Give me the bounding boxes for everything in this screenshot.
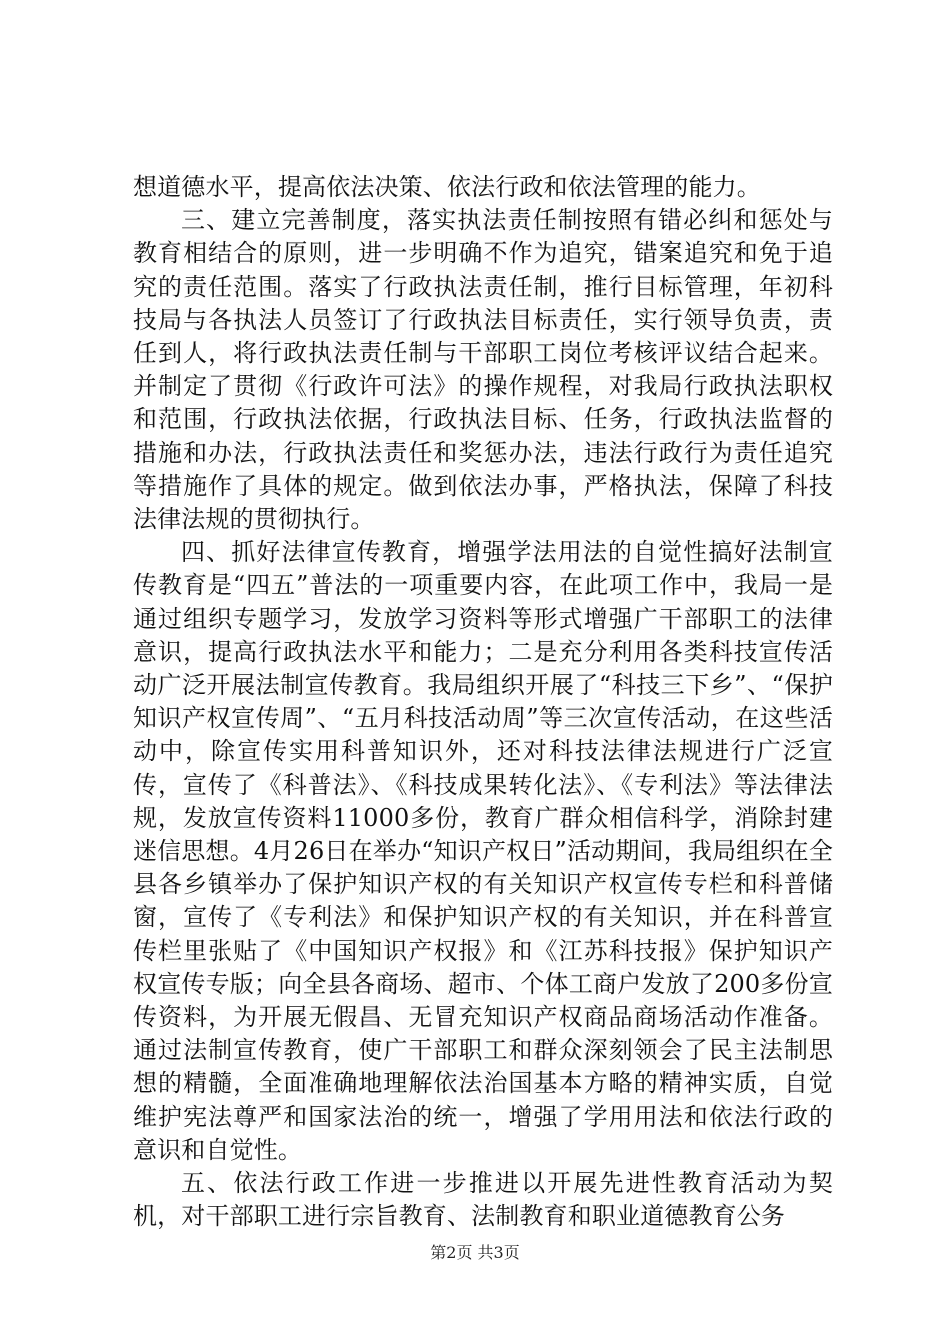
paragraph-section-four: 四、抓好法律宣传教育，增强学法用法的自觉性搞好法制宣传教育是“四五”普法的一项重要内容，在此项工作中，我局一是通过组织专题学习，发放学习资料等形式增强广干部职工的法律意识，提高行政执法水平和能力；二是充分利用各类科技宣传活动广泛开展法制宣传教育。我局组织开展了“科技三下乡”、“保护知识产权宣传周”、“五月科技活动周”等三次宣传活动，在这些活动中，除宣传实用科普知识外，还对科技法律法规进行广泛宣传，宣传了《科普法》、《科技成果转化法》、《专利法》等法律法规，发放宣传资料11000多份，教育广群众相信科学，消除封建迷信思想。4月26日在举办“知识产权日”活动期间，我局组织在全县各乡镇举办了保护知识产权的有关知识产权宣传专栏和科普储窗，宣传了《专利法》和保护知识产权的有关知识，并在科普宣传栏里张贴了《中国知识产权报》和《江苏科技报》保护知识产权宣传专版；向全县各商场、超市、个体工商户发放了200多份宣传资料，为开展无假昌、无冒充知识产权商品商场活动作准备。通过法制宣传教育，使广干部职工和群众深刻领会了民主法制思想的精髓，全面准确地理解依法治国基本方略的精神实质，自觉维护宪法尊严和国家法治的统一，增强了学用用法和依法行政的意识和自觉性。 (133, 538, 833, 1164)
document-body (133, 171, 833, 1234)
paragraph-section-three: 三、建立完善制度，落实执法责任制按照有错必纠和惩处与教育相结合的原则，进一步明确不作为追究，错案追究和免于追究的责任范围。落实了行政执法责任制，推行目标管理，年初科技局与各执法人员签订了行政执法目标责任，实行领导负责，责任到人，将行政执法责任制与干部职工岗位考核评议结合起来。并制定了贯彻《行政许可法》的操作规程，对我局行政执法职权和范围，行政执法依据，行政执法目标、任务，行政执法监督的措施和办法，行政执法责任和奖惩办法，违法行政行为责任追究等措施作了具体的规定。做到依法办事，严格执法，保障了科技法律法规的贯彻执行。 (133, 206, 833, 534)
paragraph-continuation: 想道德水平，提高依法决策、依法行政和依法管理的能力。 (133, 173, 761, 201)
page-number-footer: 第2页 共3页 (430, 1243, 520, 1262)
paragraph-section-five: 五、依法行政工作进一步推进以开展先进性教育活动为契机，对干部职工进行宗旨教育、法制教育和职业道德教育公务 (133, 1169, 833, 1231)
